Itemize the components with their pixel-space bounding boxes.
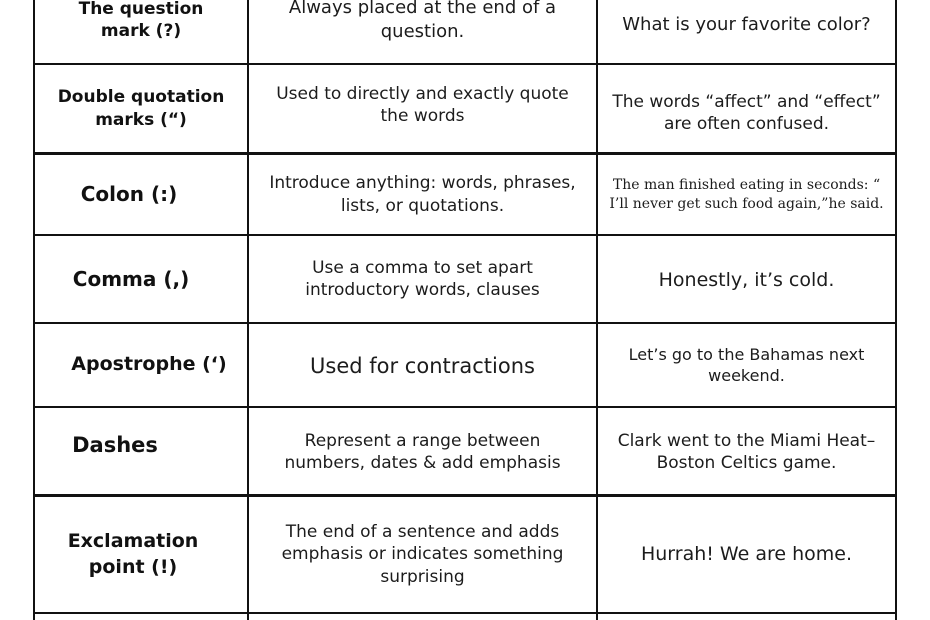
- table-row-term-colon: Colon (:): [80, 182, 178, 207]
- table-row-description: Represent a range between numbers, dates & add emphasis: [284, 430, 561, 473]
- table-row-description: Used for contractions: [310, 354, 535, 379]
- table-row-term-apostrophe: Apostrophe (‘): [71, 353, 227, 376]
- table-row-description: Always placed at the end of a question.: [288, 0, 557, 42]
- table-row-example: The words “affect” and “effect” are often confused.: [612, 91, 881, 134]
- table-row-description: Used to directly and exactly quote the words: [276, 83, 569, 126]
- table-row-example: Clark went to the Miami Heat–Boston Celtics game.: [617, 430, 876, 473]
- table-row-term-dashes: Dashes: [72, 433, 158, 458]
- term-label: The question mark (?): [78, 0, 204, 42]
- table-row-description: Introduce anything: words, phrases, lists, or quotations.: [269, 173, 576, 216]
- row-divider: [33, 612, 897, 614]
- table-row-term-exclamation: Exclamation point (!): [67, 530, 199, 578]
- table-row-example: What is your favorite color?: [622, 14, 871, 36]
- table-row-term-comma: Comma (,): [72, 266, 190, 291]
- table-row-description: Use a comma to set apart introductory words, clauses: [305, 257, 540, 300]
- table-row-example: Hurrah! We are home.: [640, 542, 853, 565]
- table-row-example: Let’s go to the Bahamas next weekend.: [628, 344, 865, 385]
- table-row-example: The man finished eating in seconds: “ I’ll never get such food again,”he said.: [609, 177, 884, 212]
- table-border-right: [895, 0, 897, 620]
- table-row-description: The end of a sentence and adds emphasis or indicates something surprising: [281, 521, 564, 587]
- table-row-example: Honestly, it’s cold.: [658, 269, 835, 292]
- table-row-term-question-mark: [35, 0, 247, 63]
- table-row-term-double-quotation: Double quotation marks (“): [57, 87, 225, 130]
